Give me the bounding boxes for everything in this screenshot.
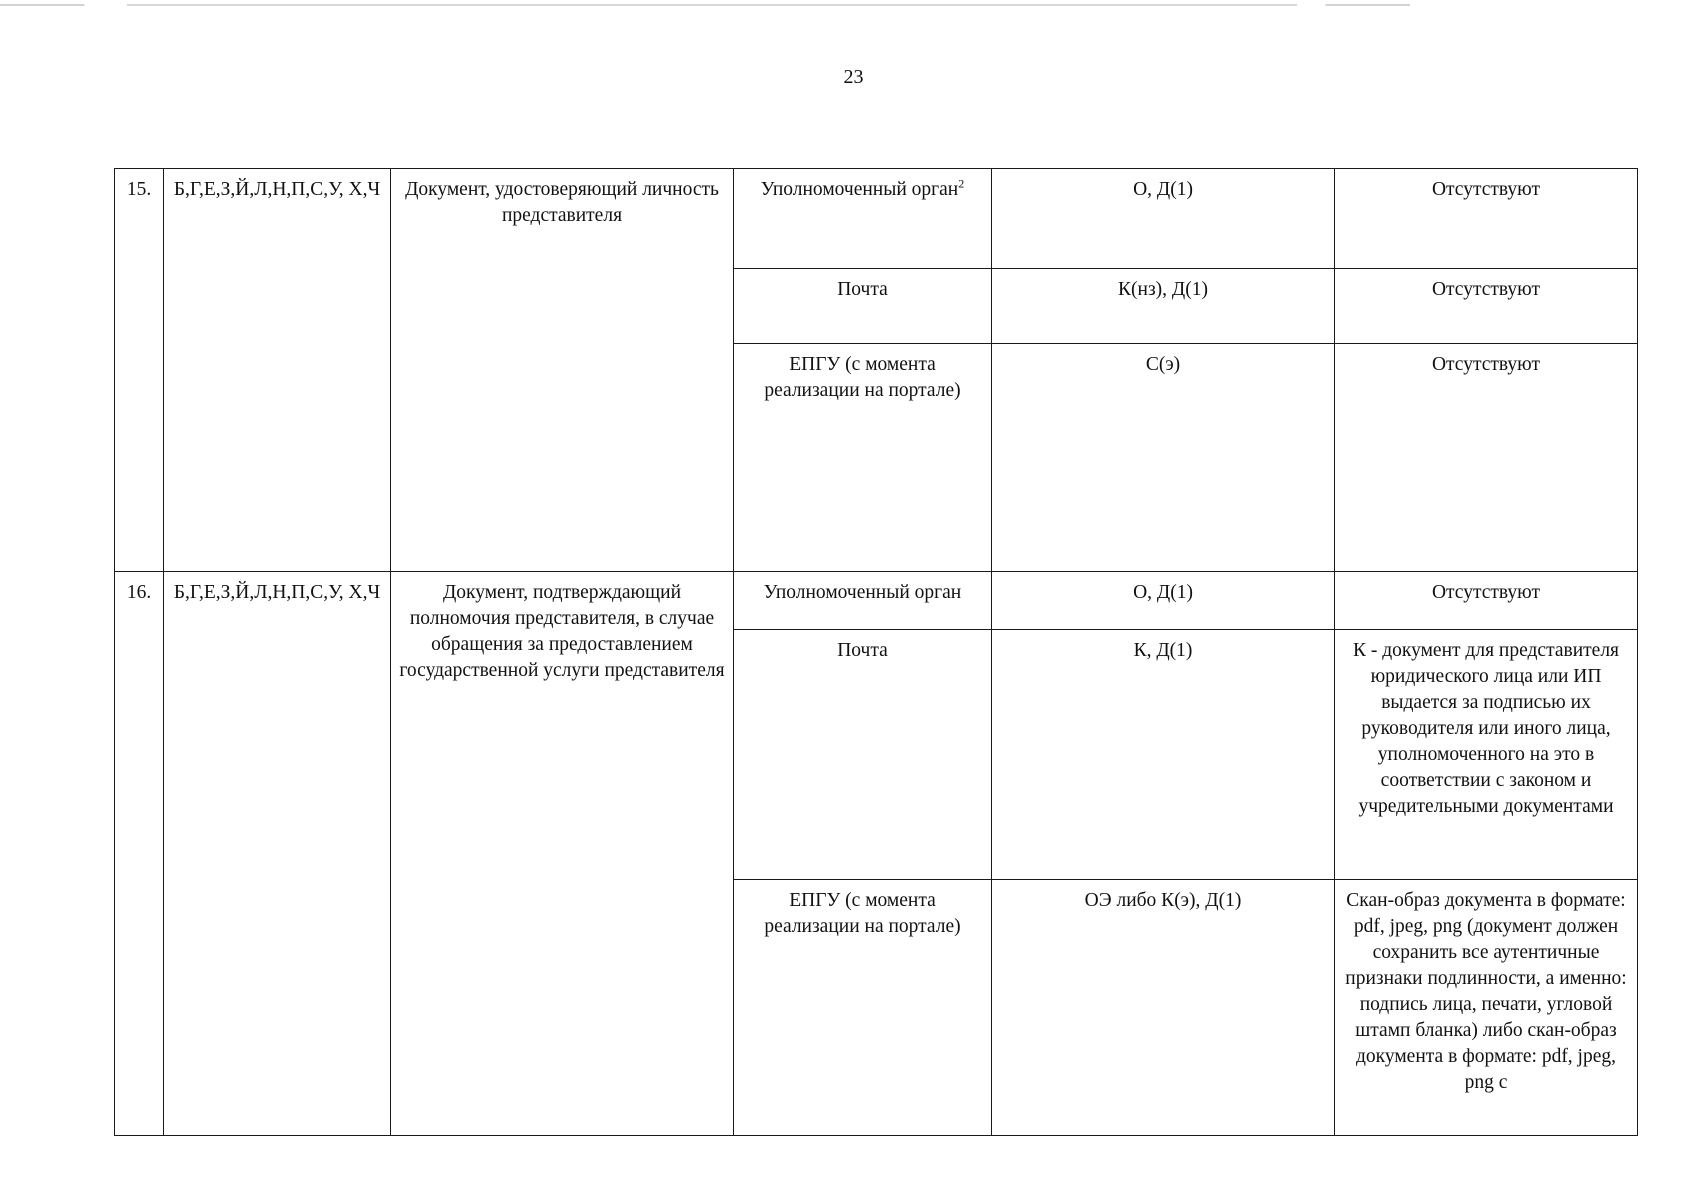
document-requirements: Отсутствуют — [1335, 169, 1638, 269]
submission-channel: Почта — [734, 630, 992, 880]
document-requirements: Отсутствуют — [1335, 572, 1638, 630]
document-requirements: Отсутствуют — [1335, 344, 1638, 572]
submission-channel: ЕПГУ (с момента реализации на портале) — [734, 344, 992, 572]
document-type: Документ, подтверждающий полномочия представителя, в случае обращения за предоставлением государственной услуги представителя — [391, 572, 734, 1136]
document-form: К, Д(1) — [992, 630, 1335, 880]
submission-channel: ЕПГУ (с момента реализации на портале) — [734, 880, 992, 1136]
page-number: 23 — [843, 66, 864, 88]
footnote-mark: 2 — [958, 176, 965, 191]
document-requirements: Отсутствуют — [1335, 269, 1638, 344]
row-number: 15. — [115, 169, 164, 572]
table-row — [115, 169, 1638, 269]
document-form: С(э) — [992, 344, 1335, 572]
document-type: Документ, удостоверяющий личность представителя — [391, 169, 734, 572]
document-form: О, Д(1) — [992, 572, 1335, 630]
document-form: ОЭ либо К(э), Д(1) — [992, 880, 1335, 1136]
applicant-categories: Б,Г,Е,З,Й,Л,Н,П,С,У, Х,Ч — [164, 572, 391, 1136]
row-number: 16. — [115, 572, 164, 1136]
document-requirements: Скан-образ документа в формате: pdf, jpeg, png (документ должен сохранить все аутентичные признаки подлинности, а именно: подпись лица, печати, угловой штамп бланка) либо скан-образ документа в формате: pdf, jpeg, png с — [1335, 880, 1638, 1136]
submission-channel — [734, 169, 992, 269]
table-row — [115, 572, 1638, 630]
document-requirements: К - документ для представителя юридического лица или ИП выдается за подписью их руководителя или иного лица, уполномоченного на это в соответствии с законом и учредительными документами — [1335, 630, 1638, 880]
document-form: К(нз), Д(1) — [992, 269, 1335, 344]
submission-channel: Почта — [734, 269, 992, 344]
channel-label: Уполномоченный орган — [760, 179, 959, 200]
applicant-categories: Б,Г,Е,З,Й,Л,Н,П,С,У, Х,Ч — [164, 169, 391, 572]
documents-table — [114, 168, 1638, 1136]
document-form: О, Д(1) — [992, 169, 1335, 269]
scan-artifact-line — [0, 4, 1410, 6]
submission-channel: Уполномоченный орган — [734, 572, 992, 630]
